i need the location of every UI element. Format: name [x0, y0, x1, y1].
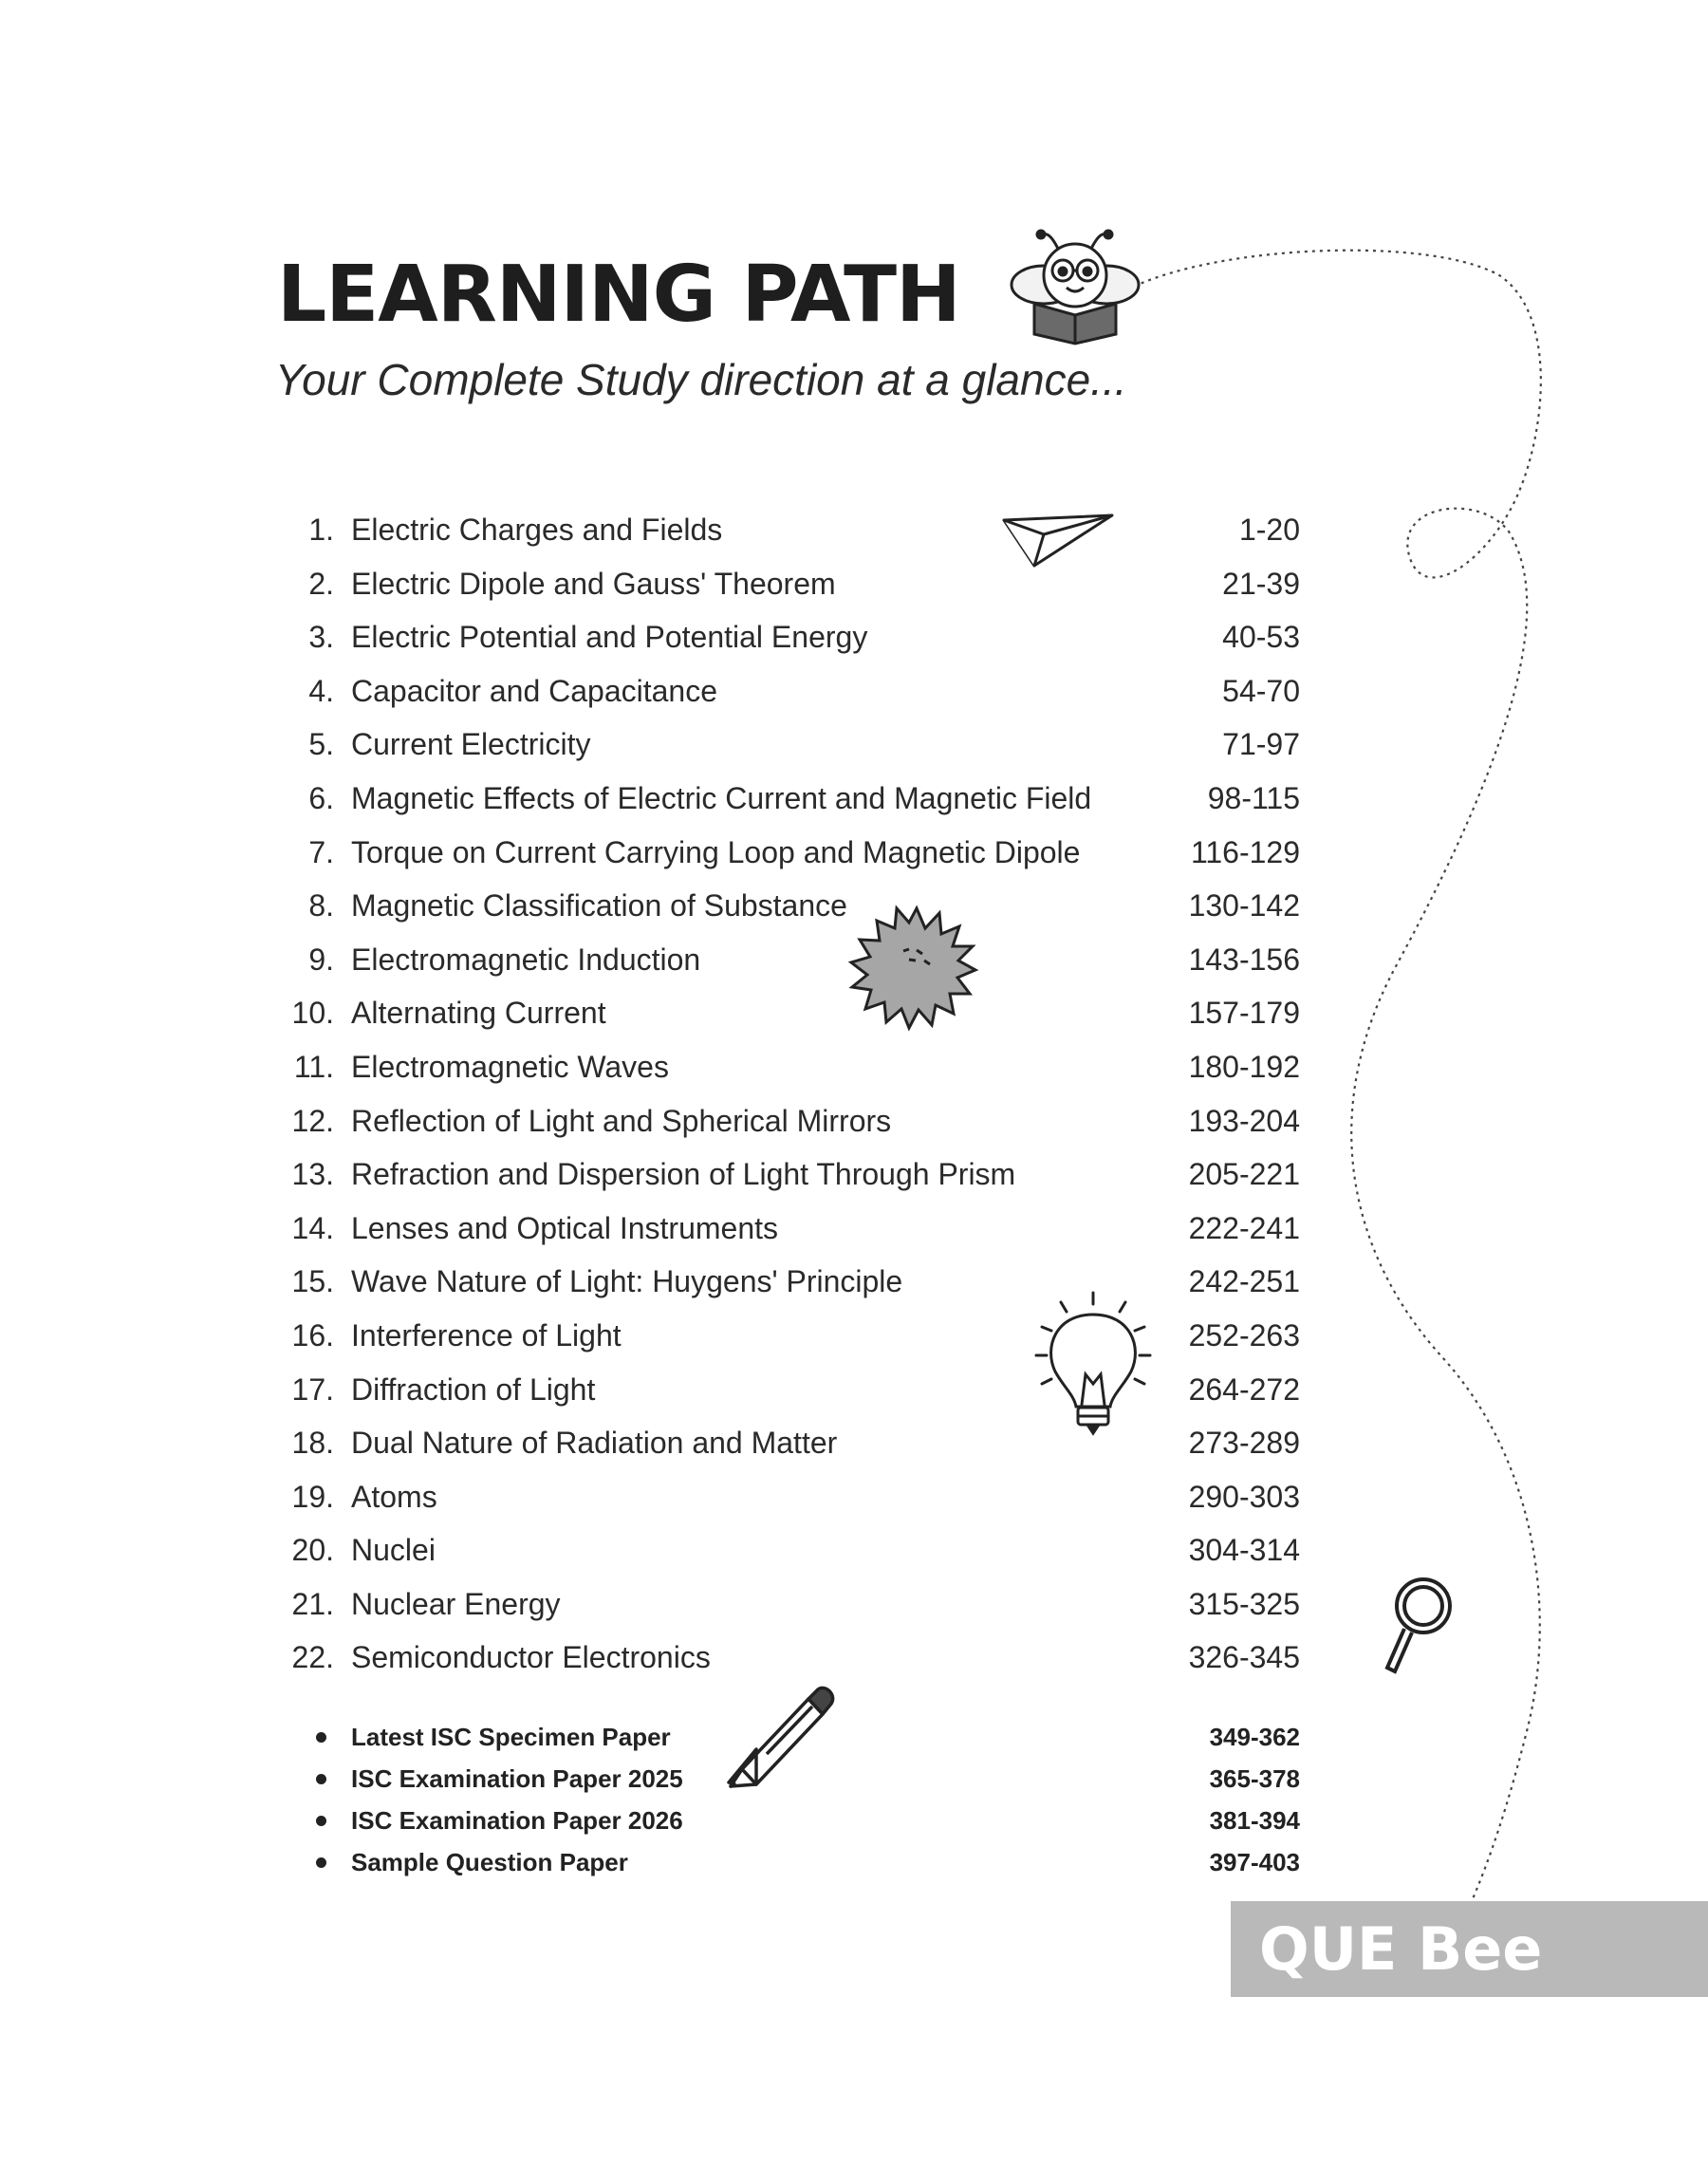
chapter-title: Refraction and Dispersion of Light Through Prism [351, 1157, 1016, 1192]
chapter-title: Lenses and Optical Instruments [351, 1210, 779, 1245]
chapter-number: 22. [291, 1640, 334, 1675]
chapter-pages: 116-129 [1190, 834, 1300, 869]
bullet-icon [316, 1732, 326, 1743]
chapter-number: 8. [308, 888, 334, 924]
list-item [285, 1094, 1300, 1148]
chapter-number: 9. [308, 942, 334, 977]
list-item [285, 1416, 1300, 1470]
paper-title: Latest ISC Specimen Paper [351, 1723, 671, 1751]
paper-pages: 381-394 [1209, 1806, 1300, 1835]
chapter-number: 17. [291, 1371, 334, 1407]
chapter-pages: 98-115 [1207, 780, 1300, 815]
chapter-pages: 304-314 [1188, 1533, 1300, 1568]
chapter-title: Dual Nature of Radiation and Matter [351, 1426, 838, 1461]
list-item [285, 1255, 1300, 1309]
list-item [285, 1716, 1300, 1758]
chapter-pages: 264-272 [1188, 1371, 1300, 1407]
chapter-title: Reflection of Light and Spherical Mirrors [351, 1103, 892, 1138]
chapter-title: Magnetic Classification of Substance [351, 888, 847, 924]
paper-pages: 349-362 [1209, 1723, 1300, 1751]
chapter-pages: 205-221 [1188, 1157, 1300, 1192]
chapter-number: 4. [308, 673, 334, 708]
list-item [285, 1309, 1300, 1363]
magnifier-icon [1387, 1579, 1450, 1671]
chapter-pages: 222-241 [1188, 1210, 1300, 1245]
list-item [285, 1470, 1300, 1524]
chapter-pages: 242-251 [1188, 1264, 1300, 1299]
chapter-number: 6. [308, 780, 334, 815]
list-item [285, 664, 1300, 718]
list-item [285, 1040, 1300, 1094]
chapter-number: 19. [291, 1479, 334, 1514]
chapter-title: Alternating Current [351, 996, 606, 1031]
brand-name: QUE Bee [1259, 1914, 1543, 1984]
chapter-title: Diffraction of Light [351, 1371, 596, 1407]
paper-title: ISC Examination Paper 2026 [351, 1806, 683, 1835]
chapter-title: Electromagnetic Induction [351, 942, 701, 977]
chapter-number: 1. [308, 513, 334, 547]
chapter-number: 11. [293, 1049, 334, 1084]
list-item [285, 1577, 1300, 1632]
list-item [285, 1363, 1300, 1417]
chapter-pages: 40-53 [1222, 620, 1300, 655]
list-item [285, 1523, 1300, 1577]
chapter-number: 20. [291, 1533, 334, 1568]
bullet-icon [316, 1816, 326, 1826]
chapter-pages: 252-263 [1188, 1317, 1300, 1353]
list-item [285, 986, 1300, 1040]
chapter-title: Electric Potential and Potential Energy [351, 620, 868, 655]
chapter-list [285, 503, 1300, 1685]
chapter-title: Atoms [351, 1479, 437, 1514]
chapter-number: 7. [308, 834, 334, 869]
chapter-title: Nuclei [351, 1533, 436, 1568]
chapter-title: Electromagnetic Waves [351, 1049, 669, 1084]
chapter-title: Current Electricity [351, 727, 591, 762]
chapter-pages: 193-204 [1188, 1103, 1300, 1138]
chapter-title: Electric Charges and Fields [351, 513, 723, 547]
chapter-number: 3. [308, 620, 334, 655]
chapter-number: 16. [291, 1317, 334, 1353]
chapter-pages: 143-156 [1188, 942, 1300, 977]
chapter-number: 14. [291, 1210, 334, 1245]
list-item [285, 1758, 1300, 1800]
chapter-title: Nuclear Energy [351, 1586, 561, 1621]
chapter-number: 18. [291, 1426, 334, 1461]
bullet-icon [316, 1774, 326, 1784]
chapter-pages: 130-142 [1188, 888, 1300, 924]
list-item [285, 1631, 1300, 1685]
paper-list [285, 1716, 1300, 1883]
chapter-pages: 290-303 [1188, 1479, 1300, 1514]
list-item [285, 879, 1300, 933]
chapter-title: Electric Dipole and Gauss' Theorem [351, 566, 836, 601]
chapter-title: Semiconductor Electronics [351, 1640, 711, 1675]
chapter-pages: 54-70 [1222, 673, 1300, 708]
chapter-number: 13. [291, 1157, 334, 1192]
list-item [285, 503, 1300, 557]
chapter-title: Wave Nature of Light: Huygens' Principle [351, 1264, 903, 1299]
chapter-number: 5. [308, 727, 334, 762]
chapter-pages: 315-325 [1188, 1586, 1300, 1621]
list-item [285, 933, 1300, 987]
bullet-icon [316, 1857, 326, 1868]
chapter-number: 21. [291, 1586, 334, 1621]
chapter-number: 15. [291, 1264, 334, 1299]
paper-title: Sample Question Paper [351, 1848, 628, 1876]
chapter-number: 12. [291, 1103, 334, 1138]
chapter-pages: 326-345 [1188, 1640, 1300, 1675]
paper-pages: 397-403 [1209, 1848, 1300, 1876]
chapter-title: Capacitor and Capacitance [351, 673, 718, 708]
chapter-title: Magnetic Effects of Electric Current and Magnetic Field [351, 780, 1092, 815]
chapter-pages: 273-289 [1188, 1426, 1300, 1461]
chapter-pages: 21-39 [1222, 566, 1300, 601]
list-item [285, 610, 1300, 664]
paper-title: ISC Examination Paper 2025 [351, 1764, 683, 1793]
list-item [285, 557, 1300, 611]
list-item [285, 772, 1300, 826]
chapter-pages: 71-97 [1222, 727, 1300, 762]
list-item [285, 1800, 1300, 1841]
paper-pages: 365-378 [1209, 1764, 1300, 1793]
list-item [285, 1202, 1300, 1256]
chapter-number: 10. [291, 996, 334, 1031]
chapter-pages: 157-179 [1188, 996, 1300, 1031]
brand-banner [1231, 1901, 1708, 1997]
chapter-title: Torque on Current Carrying Loop and Magnetic Dipole [351, 834, 1081, 869]
chapter-number: 2. [308, 566, 334, 601]
list-item [285, 1147, 1300, 1202]
list-item [285, 826, 1300, 880]
chapter-title: Interference of Light [351, 1317, 622, 1353]
page-title: LEARNING PATH [277, 250, 960, 340]
page-subtitle: Your Complete Study direction at a glance... [275, 355, 1127, 404]
chapter-pages: 1-20 [1238, 513, 1300, 547]
bee-reading-icon [1012, 231, 1139, 344]
list-item [285, 718, 1300, 772]
list-item [285, 1841, 1300, 1883]
chapter-pages: 180-192 [1188, 1049, 1300, 1084]
